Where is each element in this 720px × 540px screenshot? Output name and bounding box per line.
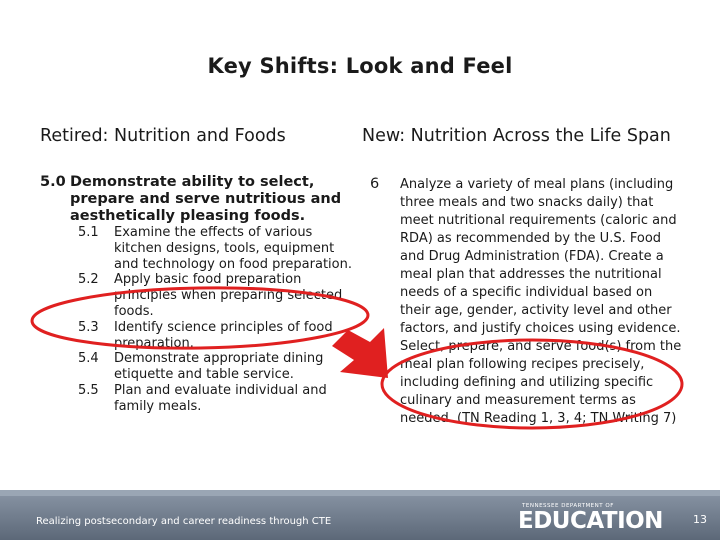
standard-number: 5.0 xyxy=(40,174,66,190)
sub-text: Apply basic food preparation principles when preparing selected foods. xyxy=(114,272,343,319)
dept-line: TENNESSEE DEPARTMENT OF xyxy=(522,503,614,509)
page-number: 13 xyxy=(693,513,707,526)
sub-text: Plan and evaluate individual and family meals. xyxy=(114,382,327,414)
standard-text: Demonstrate ability to select, prepare and serve nutritious and aesthetically pleasing foods. xyxy=(70,174,342,224)
footer-divider xyxy=(0,490,720,496)
sub-number: 5.2 xyxy=(78,272,99,288)
arrow-icon xyxy=(332,328,388,378)
footer-tagline: Realizing postsecondary and career readiness through CTE xyxy=(36,516,332,527)
new-standard-number: 6 xyxy=(370,176,380,192)
slide-title: Key Shifts: Look and Feel xyxy=(207,54,513,78)
retired-heading: Retired: Nutrition and Foods xyxy=(40,126,286,146)
sub-number: 5.1 xyxy=(78,225,99,240)
new-standard-text: Analyze a variety of meal plans (including three meals and two snacks daily) that meet nutritional requirements (caloric and RDA) as recommended by the U.S. Food and Drug Administration (FDA). Create a meal plan that addresses the nutritional needs of a specific individual based on their age, gender, activity level and other factors, and justify choices using evidence. Select, prepare, and serve food(s) from the meal plan following recipes precisely, including defining and utilizing specific culinary and measurement terms as needed. (TN Reading 1, 3, 4; TN Writing 7) xyxy=(400,177,682,426)
sub-number: 5.3 xyxy=(78,319,99,335)
new-heading: New: Nutrition Across the Life Span xyxy=(362,126,671,146)
sub-text: Demonstrate appropriate dining etiquette and table service. xyxy=(114,351,324,383)
sub-number: 5.4 xyxy=(78,351,99,367)
education-logo: EDUCATION xyxy=(518,508,663,534)
left-highlight-ellipse xyxy=(32,285,369,351)
sub-text: Identify science principles of food preparation. xyxy=(114,319,333,351)
right-highlight-ellipse xyxy=(382,340,682,428)
sub-text: Examine the effects of various kitchen designs, tools, equipment and technology on food preparation. xyxy=(114,225,352,272)
sub-number: 5.5 xyxy=(78,382,99,398)
